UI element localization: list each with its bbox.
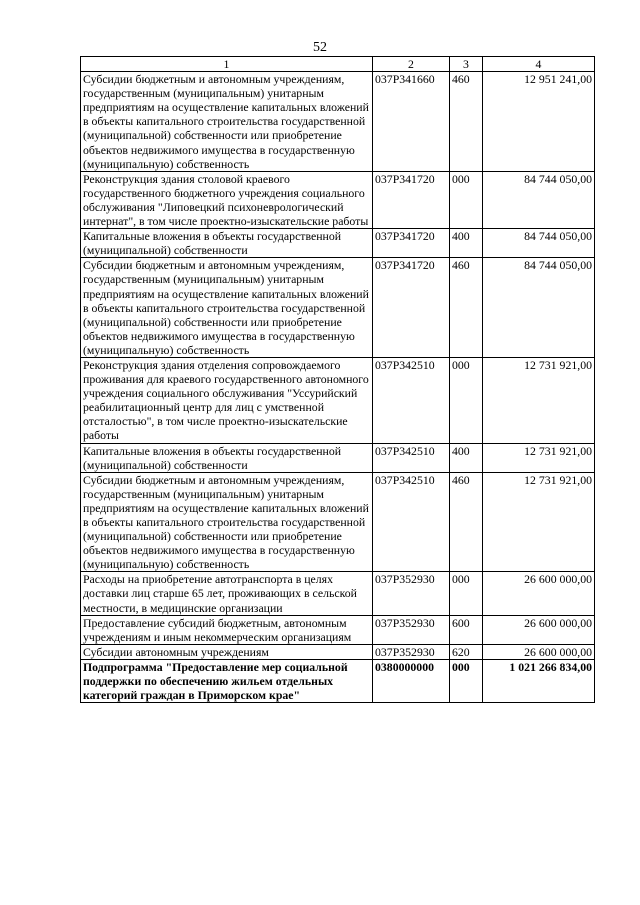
budget-table <box>80 56 595 703</box>
table-row <box>81 229 595 258</box>
table-row <box>81 171 595 228</box>
table-body <box>81 57 595 703</box>
row-type-cell: 000 <box>450 572 483 615</box>
row-amount-cell: 84 744 050,00 <box>483 229 595 258</box>
row-type-cell: 620 <box>450 644 483 659</box>
row-amount-cell: 12 731 921,00 <box>483 357 595 443</box>
row-name-cell: Субсидии бюджетным и автономным учреждениям, государственным (муниципальным) унитарным предприятиям на осуществление капитальных вложений в объекты капитального строительства государственной (муниципальной) собственности или приобретение объектов недвижимого имущества в государственную (муниципальную) собственность <box>81 472 373 572</box>
row-name-cell: Субсидии бюджетным и автономным учреждениям, государственным (муниципальным) унитарным предприятиям на осуществление капитальных вложений в объекты капитального строительства государственной (муниципальной) собственности или приобретение объектов недвижимого имущества в государственную (муниципальную) собственность <box>81 72 373 172</box>
row-name-cell: Предоставление субсидий бюджетным, автономным учреждениям и иным некоммерческим организациям <box>81 615 373 644</box>
row-code-cell: 037P341720 <box>373 171 450 228</box>
row-amount-cell: 26 600 000,00 <box>483 615 595 644</box>
row-code-cell: 037P352930 <box>373 644 450 659</box>
table-row <box>81 472 595 572</box>
row-amount-cell: 84 744 050,00 <box>483 171 595 228</box>
row-amount-cell: 26 600 000,00 <box>483 572 595 615</box>
row-amount-cell: 12 731 921,00 <box>483 443 595 472</box>
header-cell-4: 4 <box>483 57 595 72</box>
row-type-cell: 460 <box>450 472 483 572</box>
row-type-cell: 600 <box>450 615 483 644</box>
row-code-cell: 0380000000 <box>373 659 450 702</box>
row-name-cell: Расходы на приобретение автотранспорта в целях доставки лиц старше 65 лет, проживающих в сельской местности, в медицинские организации <box>81 572 373 615</box>
page-number: 52 <box>313 40 327 55</box>
row-code-cell: 037P341660 <box>373 72 450 172</box>
row-code-cell: 037P341720 <box>373 258 450 358</box>
row-code-cell: 037P342510 <box>373 357 450 443</box>
row-code-cell: 037P352930 <box>373 615 450 644</box>
table-row <box>81 572 595 615</box>
row-name-cell: Реконструкция здания отделения сопровождаемого проживания для краевого государственного автономного учреждения социального обслуживания "Уссурийский реабилитационный центр для лиц с умственной отсталостью", в том числе проектно-изыскательские работы <box>81 357 373 443</box>
table-row <box>81 644 595 659</box>
row-type-cell: 460 <box>450 258 483 358</box>
row-type-cell: 460 <box>450 72 483 172</box>
row-amount-cell: 26 600 000,00 <box>483 644 595 659</box>
row-name-cell: Капитальные вложения в объекты государственной (муниципальной) собственности <box>81 443 373 472</box>
row-name-cell: Подпрограмма "Предоставление мер социальной поддержки по обеспечению жильем отдельных категорий граждан в Приморском крае" <box>81 659 373 702</box>
table-row <box>81 72 595 172</box>
table-row <box>81 258 595 358</box>
header-cell-2: 2 <box>373 57 450 72</box>
row-name-cell: Субсидии бюджетным и автономным учреждениям, государственным (муниципальным) унитарным предприятиям на осуществление капитальных вложений в объекты капитального строительства государственной (муниципальной) собственности или приобретение объектов недвижимого имущества в государственную (муниципальную) собственность <box>81 258 373 358</box>
row-type-cell: 400 <box>450 229 483 258</box>
header-cell-1: 1 <box>81 57 373 72</box>
row-amount-cell: 1 021 266 834,00 <box>483 659 595 702</box>
header-row <box>81 57 595 72</box>
table-row <box>81 443 595 472</box>
row-type-cell: 000 <box>450 171 483 228</box>
row-name-cell: Реконструкция здания столовой краевого государственного бюджетного учреждения социального обслуживания "Липовецкий психоневрологический интернат", в том числе проектно-изыскательские работы <box>81 171 373 228</box>
row-type-cell: 000 <box>450 357 483 443</box>
row-code-cell: 037P342510 <box>373 472 450 572</box>
row-name-cell: Субсидии автономным учреждениям <box>81 644 373 659</box>
row-amount-cell: 84 744 050,00 <box>483 258 595 358</box>
table-row <box>81 615 595 644</box>
row-code-cell: 037P342510 <box>373 443 450 472</box>
row-name-cell: Капитальные вложения в объекты государственной (муниципальной) собственности <box>81 229 373 258</box>
row-type-cell: 400 <box>450 443 483 472</box>
row-amount-cell: 12 951 241,00 <box>483 72 595 172</box>
table-row <box>81 659 595 702</box>
table-row <box>81 357 595 443</box>
row-code-cell: 037P341720 <box>373 229 450 258</box>
row-type-cell: 000 <box>450 659 483 702</box>
row-code-cell: 037P352930 <box>373 572 450 615</box>
row-amount-cell: 12 731 921,00 <box>483 472 595 572</box>
header-cell-3: 3 <box>450 57 483 72</box>
